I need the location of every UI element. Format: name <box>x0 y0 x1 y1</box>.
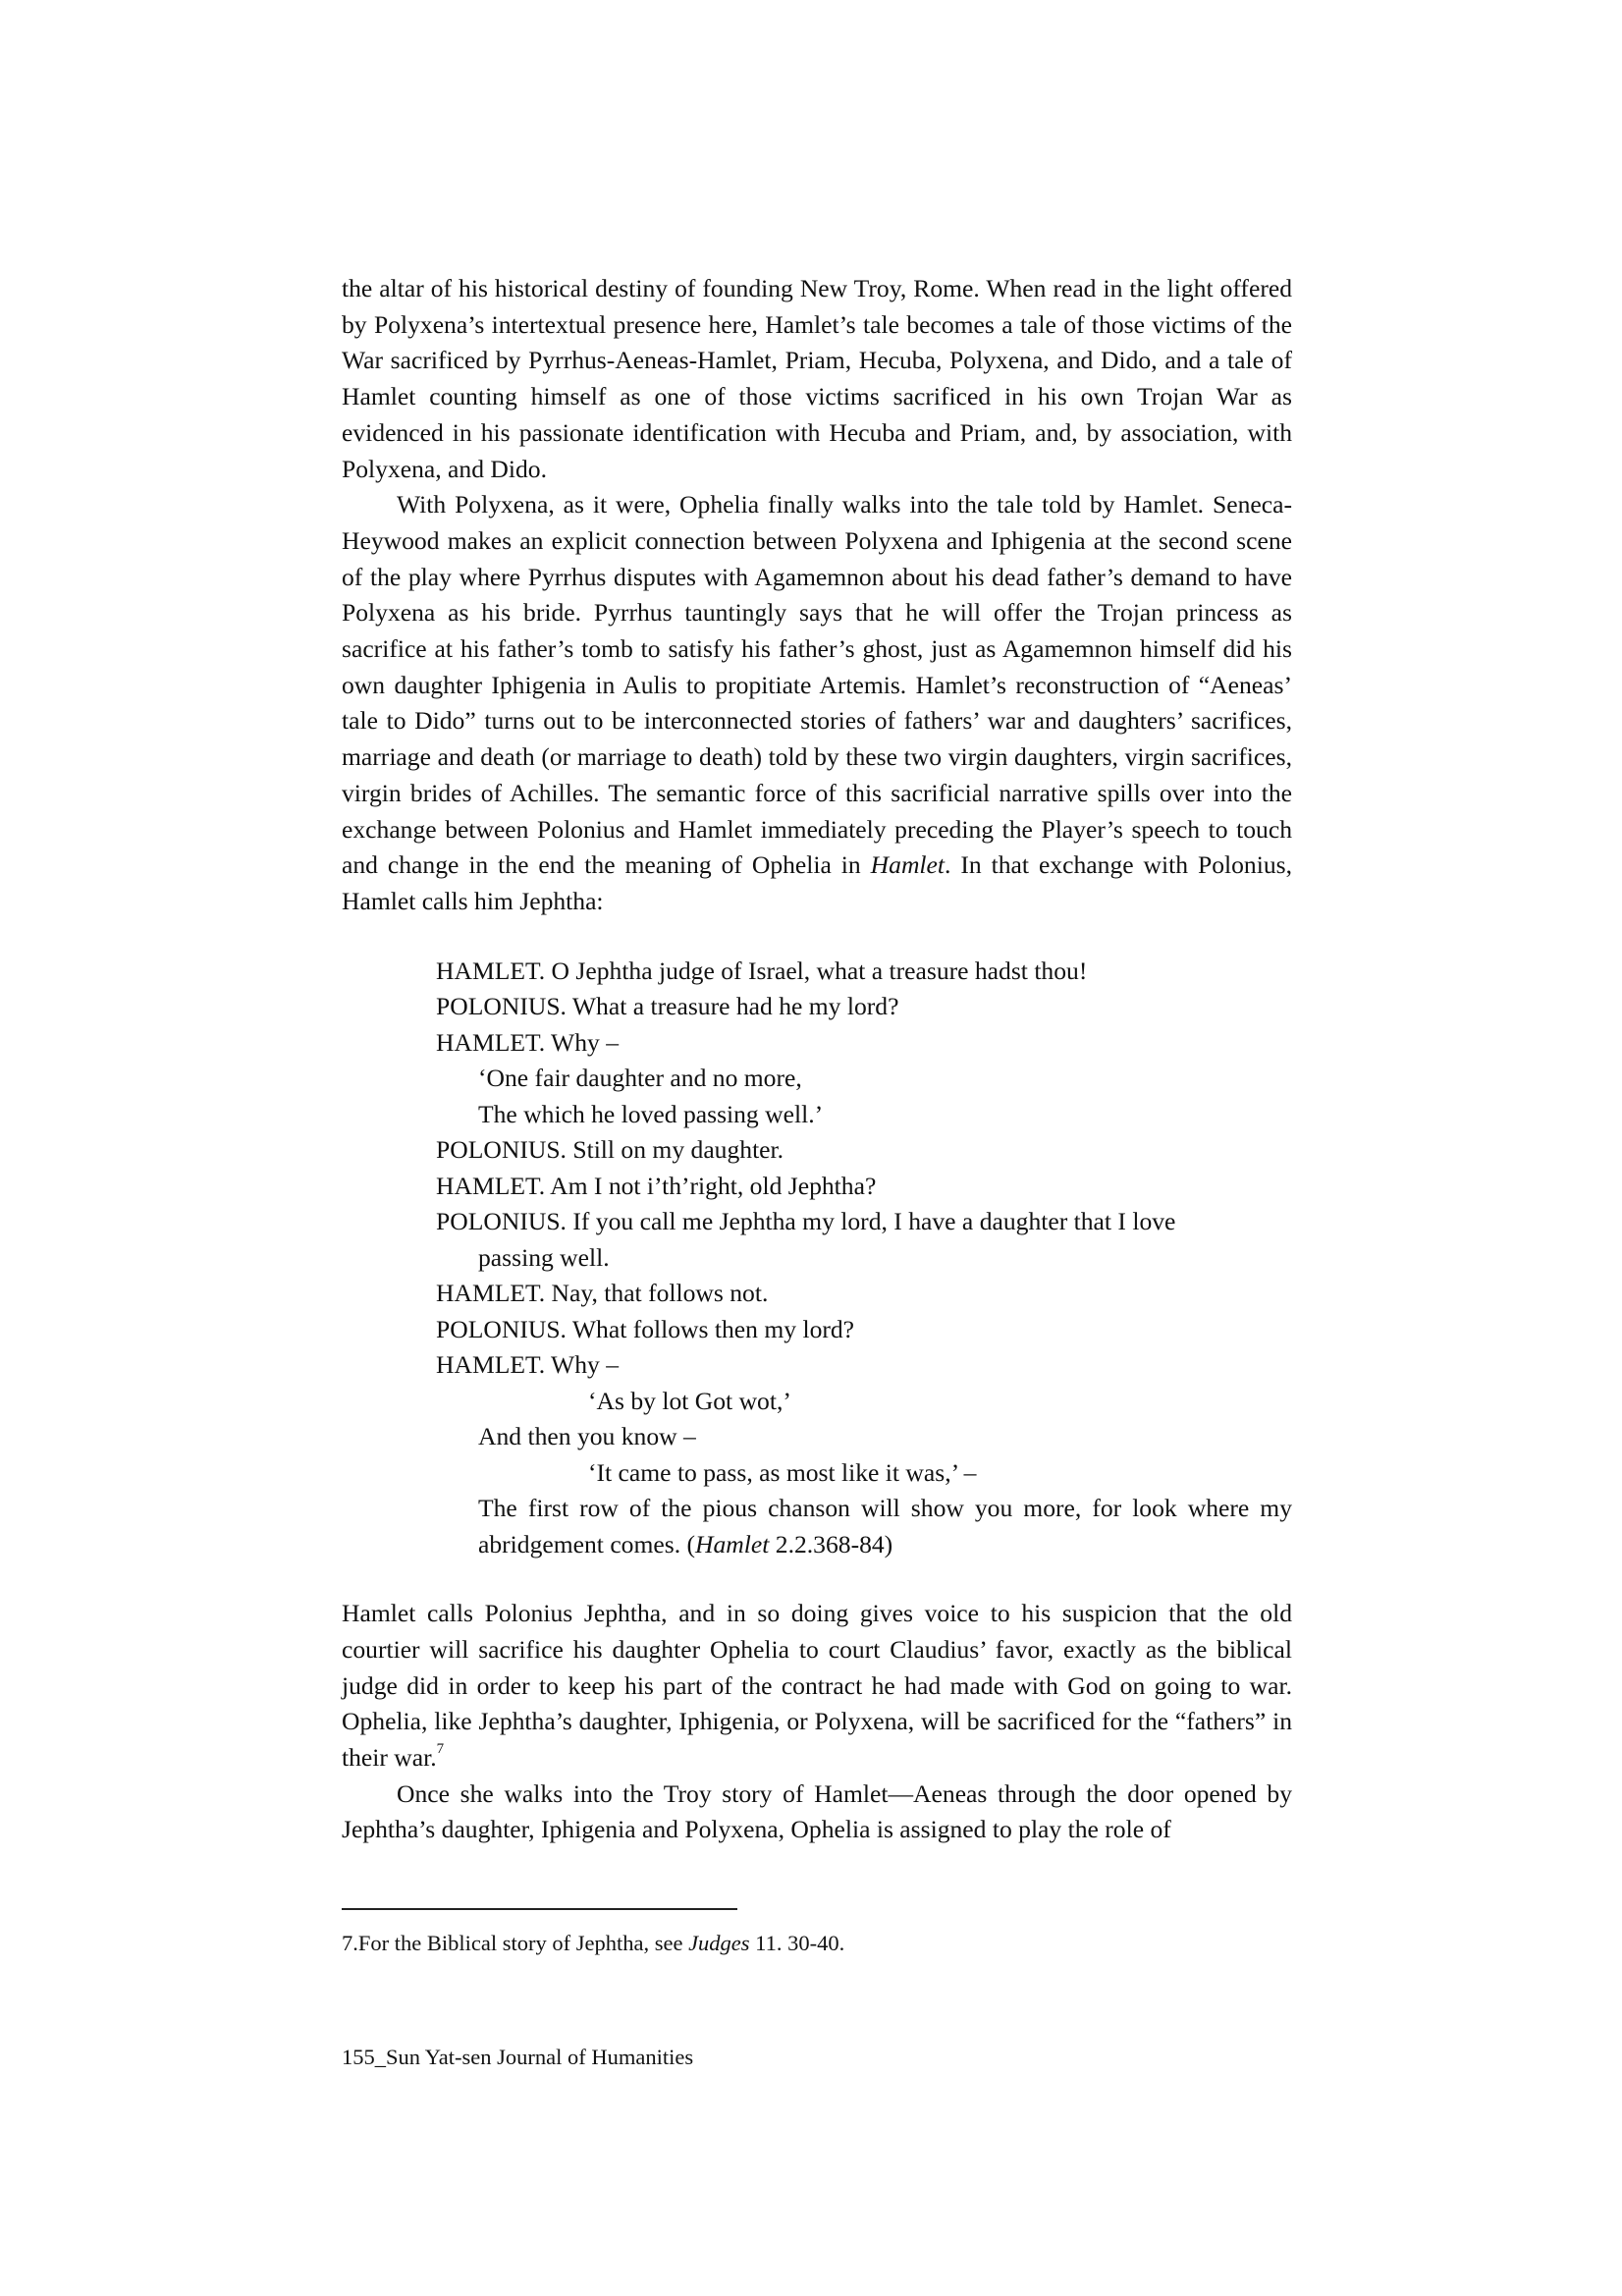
paragraph-3-text: Hamlet calls Polonius Jephtha, and in so doing gives voice to his suspicion that the old courtier will sacrifice his daughter Ophelia to court Claudius’ favor, exactly as the biblical judge did in order to keep his part of the contract he had made with God on going to war. Ophelia, like Jephtha’s daughter, Iphigenia, or Polyxena, will be sacrificed for the “fathers” in their war. <box>342 1599 1292 1772</box>
paragraph-4: Once she walks into the Troy story of Hamlet—Aeneas through the door opened by Jephtha’s daughter, Iphigenia and Polyxena, Ophelia is assigned to play the role of <box>342 1778 1292 1844</box>
paragraph-3 <box>342 1596 1292 1777</box>
citation: 2.2.368-84) <box>769 1529 893 1558</box>
quote-line: POLONIUS. What follows then my lord? <box>436 1314 855 1343</box>
footnote-citation: 11. 30-40. <box>749 1931 845 1955</box>
quote-line: ‘One fair daughter and no more, <box>478 1064 802 1093</box>
quote-line: HAMLET. Why – <box>436 1027 620 1057</box>
quote-line: HAMLET. O Jephtha judge of Israel, what a treasure hadst thou! <box>436 956 1088 985</box>
quote-line: HAMLET. Nay, that follows not. <box>436 1279 769 1308</box>
italic-title: Judges <box>688 1931 750 1955</box>
quote-line: POLONIUS. If you call me Jephtha my lord, I have a daughter that I love passing well. <box>436 1207 1176 1272</box>
quote-line-text: The first row of the pious chanson will show you more, for look where my abridgement comes. ( <box>478 1494 1292 1558</box>
paragraph-1: the altar of his historical destiny of founding New Troy, Rome. When read in the light offered by Polyxena’s intertextual presence here, Hamlet’s tale becomes a tale of those victims of the War sacrificed by Pyrrhus-Aeneas-Hamlet, Priam, Hecuba, Polyxena, and Dido, and a tale of Hamlet counting himself as one of those victims sacrificed in his own Trojan War as evidenced in his passionate identification with Hecuba and Priam, and, by association, with Polyxena, and Dido. <box>342 274 1292 483</box>
footnote-text: 7.For the Biblical story of Jephtha, see <box>342 1931 689 1955</box>
paragraph-2 <box>342 487 1292 919</box>
quote-line <box>436 1491 1292 1562</box>
block-quote <box>436 954 1292 1563</box>
paragraph-2-end: . In that exchange with Polonius, Hamlet calls him Jephtha: <box>342 850 1292 915</box>
quote-line: POLONIUS. What a treasure had he my lord? <box>436 992 899 1021</box>
quote-line: The which he loved passing well.’ <box>478 1099 824 1128</box>
page-footer: 155_Sun Yat-sen Journal of Humanities <box>342 2045 694 2069</box>
quote-line: HAMLET. Am I not i’th’right, old Jephtha? <box>436 1171 877 1200</box>
quote-line: ‘As by lot Got wot,’ <box>588 1386 791 1415</box>
paragraph-2-text: With Polyxena, as it were, Ophelia finally walks into the tale told by Hamlet. Seneca-Heywood makes an explicit connection between Polyxena and Iphigenia at the second scene of the play where Pyrrhus disputes with Agamemnon about his dead father’s demand to have Polyxena as his bride. Pyrrhus tauntingly says that he will offer the Trojan princess as sacrifice at his father’s tomb to satisfy his father’s ghost, just as Agamemnon himself did his own daughter Iphigenia in Aulis to propitiate Artemis. Hamlet’s reconstruction of “Aeneas’ tale to Dido” turns out to be interconnected stories of fathers’ war and daughters’ sacrifices, marriage and death (or marriage to death) told by these two virgin daughters, virgin sacrifices, virgin brides of Achilles. The semantic force of this sacrificial narrative spills over into the exchange between Polonius and Hamlet immediately preceding the Player’s speech to touch and change in the end the meaning of Ophelia in <box>342 490 1292 880</box>
footnote <box>342 1929 1292 1958</box>
italic-title: Hamlet <box>695 1529 770 1558</box>
quote-line: And then you know – <box>478 1422 696 1451</box>
quote-line: HAMLET. Why – <box>436 1350 620 1380</box>
quote-line: POLONIUS. Still on my daughter. <box>436 1135 784 1165</box>
footnote-ref[interactable]: 7 <box>436 1741 445 1758</box>
italic-title: Hamlet <box>870 850 946 880</box>
main-text <box>342 271 1292 1848</box>
quote-line: ‘It came to pass, as most like it was,’ – <box>588 1457 977 1487</box>
footnote-rule <box>342 1908 737 1910</box>
